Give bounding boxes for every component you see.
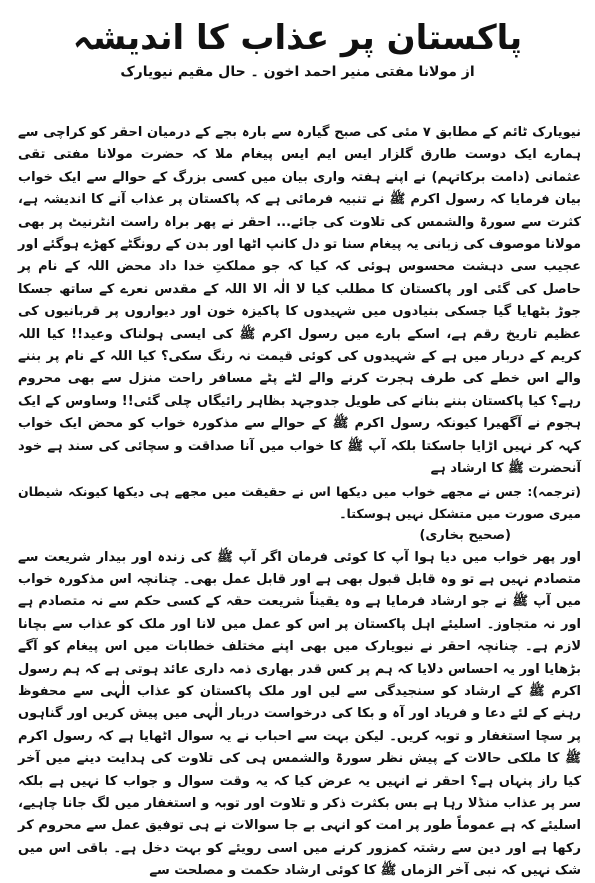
hadith-reference: (صحیح بخاری)	[419, 527, 511, 543]
paragraph-main: اور پھر خواب میں دیا ہوا آپ کا کوئی فرمان اگر آپ ﷺ کی زندہ اور بیدار شریعت سے متصادم نہیں ہے تو وہ قابل قبول بھی ہے اور قابل عمل بھی۔ چنانچہ اس مذکورہ خواب میں آپ ﷺ نے جو ارشاد فرمایا ہے وہ یقیناً شریعت حقہ کے کسی حکم سے نہ متصادم ہے اور نہ متجاوز۔ اسلیئے اہل پاکستان پر اس کو عمل میں لانا اور ملک کو عذاب سے بچانا لازم ہے۔ چنانچہ احقر نے نیویارک میں بھی اپنے مختلف خطابات میں اس پیغام کو آگے بڑھایا اور یہ احساس دلایا کہ ہم پر کس قدر بھاری ذمہ داری عائد ہوتی ہے کہ ہم رسول اکرم ﷺ کے ارشاد کو سنجیدگی سے لیں اور ملک پاکستان کو عذاب الٰہی سے محفوظ رہنے کے لئے دعا و فریاد اور آہ و بکا کی درخواست دربار الٰہی میں پیش کریں اور گناہوں پر سچا استغفار و توبہ کریں۔ لیکن بہت سے احباب نے یہ سوال اٹھایا ہے کہ رسول اکرم ﷺ کا ملکی حالات کے پیش نظر سورۃ والشمس ہی کی تلاوت کی ہدایت دینے میں آخر کیا راز پنہاں ہے؟ احقر نے انہیں یہ عرض کیا کہ یہ وقت سوال و جواب کا نہیں ہے بلکہ سر پر عذاب منڈلا رہا ہے بس بکثرت ذکر و تلاوت اور توبہ و استغفار میں لگ جانا چاہیے، اسلیئے کہ ہے عموماً طور پر امت کو انہی بے جا سوالات نے ہی توفیق عمل سے محروم کر رکھا ہے اور دین سے رشتہ کمزور کرنے میں اسی رویئے کو بہت دخل ہے۔ باقی اس میں شک نہیں کہ نبی آخر الزماں ﷺ کا کوئی ارشاد حکمت و مصلحت سے	[18, 549, 581, 879]
article-title: پاکستان پر عذاب کا اندیشہ	[72, 18, 523, 58]
article-body	[18, 122, 581, 883]
paragraph-intro: نیویارک ٹائم کے مطابق ۷ مئی کی صبح گیارہ سے بارہ بجے کے درمیان احقر کو کراچی سے ہمارے ایک دوست طارق گلزار ایس ایم ایس پیغام ملا کہ حضرت مولانا مفتی تقی عثمانی (دامت برکاتہم) نے اپنے ہفتہ واری بیان میں کسی بزرگ کے حوالے سے ایک خواب بیان فرمایا کہ رسول اکرم ﷺ نے تنبیہ فرمائی ہے کہ پاکستان پر عذاب آنے کا اندیشہ ہے، کثرت سے سورۃ والشمس کی تلاوت کی جائے... احقر نے پھر براہ راست انٹرنیٹ پر بھی مولانا موصوف کی زبانی یہ پیغام سنا تو دل کانپ اٹھا اور بدن کے رونگٹے کھڑے ہوگئے اور عجیب سی دہشت محسوس ہوئی کہ کیا کہ جو مملکتِ خدا داد محض اللہ کے نام پر حاصل کی گئی اور پاکستان کا مطلب کیا لا الٰہ الا اللہ کے مقدس نعرے کے ساتھ جسکا جوڑ بٹھایا گیا جسکی بنیادوں میں شہیدوں کا پاکیزہ خون اور دیواروں پر قربانیوں کی عظیم تاریخ رقم ہے، اسکے بارے میں رسول اکرم ﷺ کی ایسی ہولناک وعید!! کیا اللہ کریم کے دربار میں ہے کے شہیدوں کی کوئی قیمت نہ رنگ سکی؟ کیا اللہ کے نام پر بننے والے اس خطے کی طرف ہجرت کرنے والے لٹے پٹے مسافر راحت منزل سے بھی محروم رہے؟ کیا پاکستان بننے بنانے کی طویل جدوجہد بظاہر رائیگاں چلی گئی!! وساوس کے ایک ہجوم نے آگھیرا کیونکہ رسول اکرم ﷺ کے حوالے سے مذکورہ خواب کو محض ایک خواب کہہ کر نہیں اڑایا جاسکتا بلکہ آپ ﷺ کا خواب میں آنا صداقت و سچائی کی سند ہے خود آنحضرت ﷺ کا ارشاد ہے	[18, 125, 581, 477]
hadith-translation: (ترجمہ): جس نے مجھے خواب میں دیکھا اس نے حقیقت میں مجھے ہی دیکھا کیونکہ شیطان میری صورت میں متشکل نہیں ہوسکتا۔	[18, 483, 581, 521]
article-byline: از مولانا مفتی منیر احمد اخون ۔ حال مقیم نیویارک	[120, 64, 475, 80]
